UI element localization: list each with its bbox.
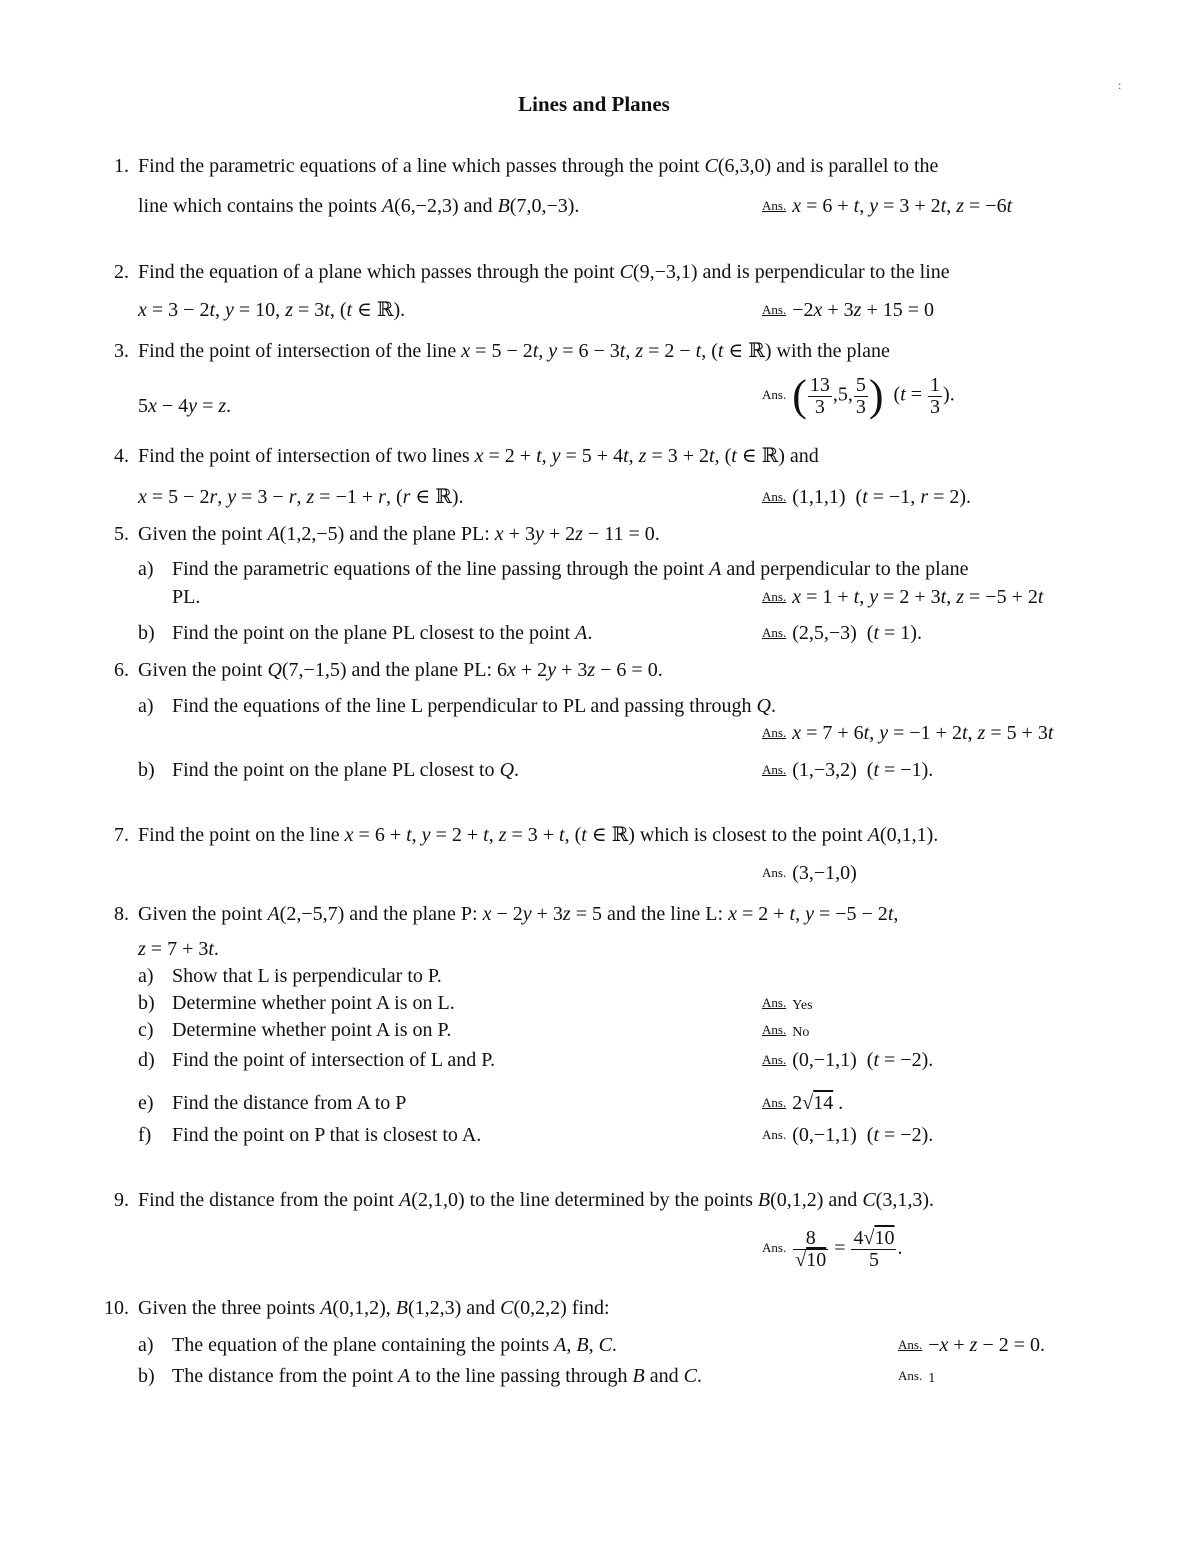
problem-8b-answer: Ans. Yes — [762, 995, 813, 1013]
problem-8d-text: Find the point of intersection of L and P. — [172, 1049, 496, 1071]
problem-8a-text: Show that L is perpendicular to P. — [172, 965, 442, 987]
problem-8-text-line2: z = 7 + 3t. — [138, 938, 219, 960]
problem-6b-text: Find the point on the plane PL closest to Q. — [172, 759, 520, 781]
problem-8e-answer: Ans. 2√14 . — [762, 1092, 844, 1114]
problem-10b-text: The distance from the point A to the line passing through B and C. — [172, 1365, 702, 1387]
problem-8c-label: c) — [138, 1019, 154, 1041]
problem-10a-answer: Ans. −x + z − 2 = 0. — [898, 1334, 1046, 1356]
problem-8c-answer: Ans. No — [762, 1022, 810, 1040]
problem-2-text-line1: Find the equation of a plane which passes through the point C(9,−3,1) and is perpendicular to the line — [138, 261, 950, 283]
problem-8d-label: d) — [138, 1049, 155, 1071]
problem-6a-text: Find the equations of the line L perpendicular to PL and passing through Q. — [172, 695, 776, 717]
problem-5a-text-line2: PL. — [172, 586, 201, 608]
problem-8a-label: a) — [138, 965, 154, 987]
problem-3-answer: Ans. ( $\frac{13}{3}$ ,5, $\frac{5}{3}$ ) (t = $\frac{1}{3}$ ). — [762, 371, 955, 420]
problem-6-text: Given the point Q(7,−1,5) and the plane PL: 6x + 2y + 3z − 6 = 0. — [138, 659, 663, 681]
problem-5b-text: Find the point on the plane PL closest to the point A. — [172, 622, 593, 644]
problem-1-text-line2: line which contains the points A(6,−2,3) and B(7,0,−3). — [138, 195, 580, 217]
problem-6b-label: b) — [138, 759, 155, 781]
problem-3-text-line2: 5x − 4y = z. — [138, 395, 232, 417]
problem-4-text-line2: x = 5 − 2r, y = 3 − r, z = −1 + r, (r ∈ ℝ). — [138, 486, 464, 508]
problem-8f-answer: Ans. (0,−1,1) (t = −2). — [762, 1124, 934, 1146]
problem-9-text: Find the distance from the point A(2,1,0) to the line determined by the points B(0,1,2) and C(3,1,3). — [138, 1189, 934, 1211]
problem-8e-label: e) — [138, 1092, 154, 1114]
problem-8d-answer: Ans. (0,−1,1) (t = −2). — [762, 1049, 934, 1071]
problem-6-number: 6. — [114, 659, 129, 681]
problem-7-text: Find the point on the line x = 6 + t, y = 2 + t, z = 3 + t, (t ∈ ℝ) which is closest to the point A(0,1,1). — [138, 824, 939, 846]
problem-3-number: 3. — [114, 340, 129, 362]
problem-8-number: 8. — [114, 903, 129, 925]
problem-9-number: 9. — [114, 1189, 129, 1211]
problem-5a-label: a) — [138, 558, 154, 580]
problem-10a-text: The equation of the plane containing the points A, B, C. — [172, 1334, 617, 1356]
problem-5-number: 5. — [114, 523, 129, 545]
problem-1-text-line1: Find the parametric equations of a line which passes through the point C(6,3,0) and is parallel to the — [138, 155, 939, 177]
problem-2-answer: Ans. −2x + 3z + 15 = 0 — [762, 299, 935, 321]
problem-8f-text: Find the point on P that is closest to A. — [172, 1124, 482, 1146]
problem-10-text: Given the three points A(0,1,2), B(1,2,3) and C(0,2,2) find: — [138, 1297, 610, 1319]
problem-1-answer: Ans. x = 6 + t, y = 3 + 2t, z = −6t — [762, 195, 1013, 217]
problem-9-answer: Ans. $\frac{8}{√10}$ = $\frac{4√10}{5}$ . — [762, 1227, 903, 1271]
problem-10a-label: a) — [138, 1334, 154, 1356]
problem-7-number: 7. — [114, 824, 129, 846]
problem-4-number: 4. — [114, 445, 129, 467]
corner-mark: : — [1118, 78, 1122, 92]
problem-4-answer: Ans. (1,1,1) (t = −1, r = 2). — [762, 486, 972, 508]
problem-3-text-line1: Find the point of intersection of the line x = 5 − 2t, y = 6 − 3t, z = 2 − t, (t ∈ ℝ) with the plane — [138, 340, 890, 362]
problem-10b-label: b) — [138, 1365, 155, 1387]
problem-7-answer: Ans. (3,−1,0) — [762, 862, 857, 884]
problem-1-number: 1. — [114, 155, 129, 177]
problem-2-text-line2: x = 3 − 2t, y = 10, z = 3t, (t ∈ ℝ). — [138, 299, 406, 321]
problem-6a-label: a) — [138, 695, 154, 717]
problem-5a-answer: Ans. x = 1 + t, y = 2 + 3t, z = −5 + 2t — [762, 586, 1044, 608]
problem-8b-text: Determine whether point A is on L. — [172, 992, 455, 1014]
problem-4-text-line1: Find the point of intersection of two lines x = 2 + t, y = 5 + 4t, z = 3 + 2t, (t ∈ ℝ) and — [138, 445, 819, 467]
problem-8-text-line1: Given the point A(2,−5,7) and the plane P: x − 2y + 3z = 5 and the line L: x = 2 + t, y = −5 − 2t, — [138, 903, 899, 925]
problem-8f-label: f) — [138, 1124, 152, 1146]
problem-10b-answer: Ans. 1 — [898, 1368, 936, 1386]
problem-5a-text-line1: Find the parametric equations of the line passing through the point A and perpendicular to the plane — [172, 558, 969, 580]
problem-5b-label: b) — [138, 622, 155, 644]
problem-10-number: 10. — [104, 1297, 129, 1319]
problem-6a-answer: Ans. x = 7 + 6t, y = −1 + 2t, z = 5 + 3t — [762, 722, 1054, 744]
problem-8c-text: Determine whether point A is on P. — [172, 1019, 452, 1041]
page-title: Lines and Planes — [518, 92, 670, 116]
problem-5-text: Given the point A(1,2,−5) and the plane PL: x + 3y + 2z − 11 = 0. — [138, 523, 660, 545]
problem-8e-text: Find the distance from A to P — [172, 1092, 407, 1114]
problem-2-number: 2. — [114, 261, 129, 283]
problem-6b-answer: Ans. (1,−3,2) (t = −1). — [762, 759, 934, 781]
problem-5b-answer: Ans. (2,5,−3) (t = 1). — [762, 622, 922, 644]
problem-8b-label: b) — [138, 992, 155, 1014]
